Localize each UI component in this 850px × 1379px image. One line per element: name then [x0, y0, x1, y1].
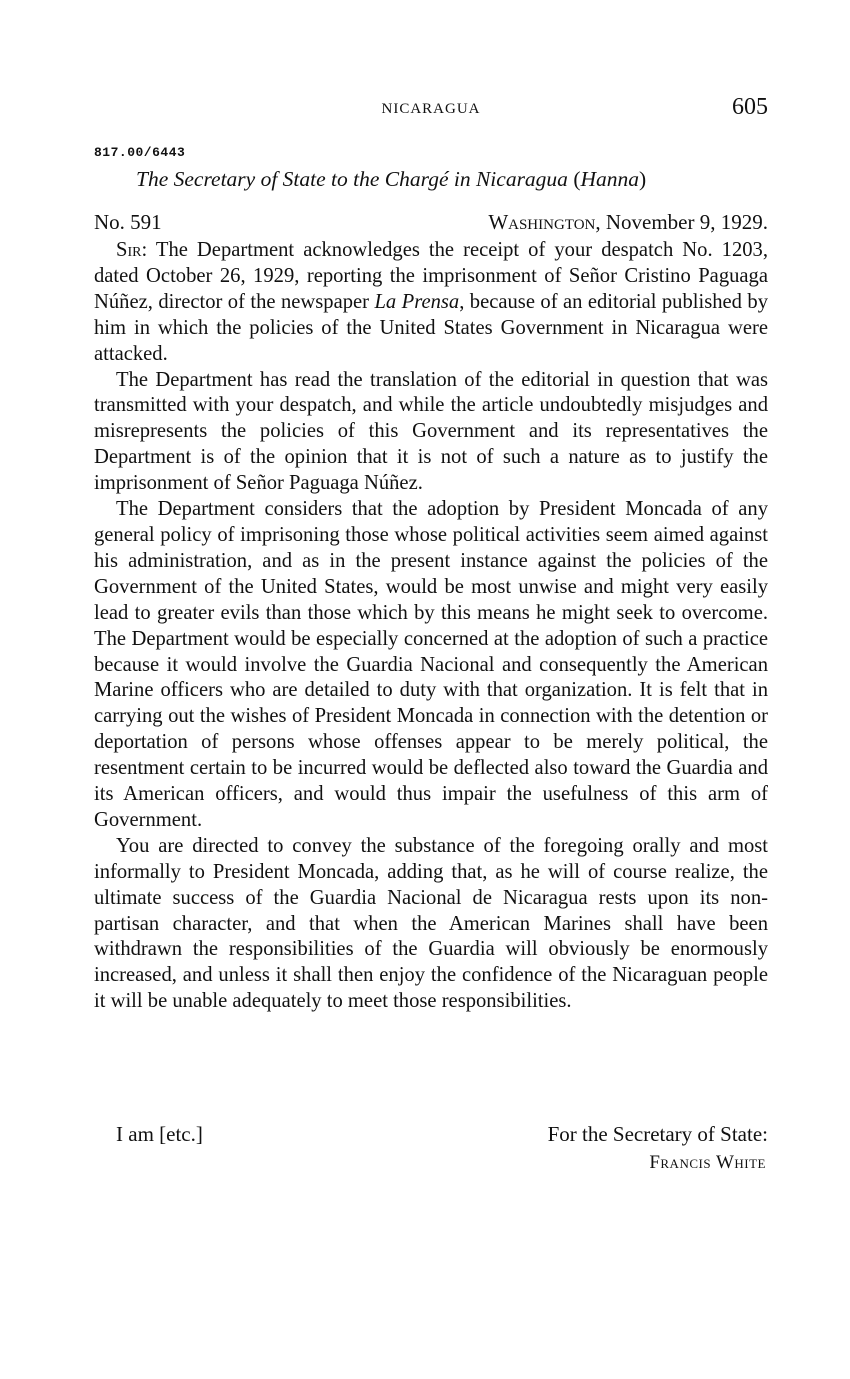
dispatch-meta	[94, 210, 768, 235]
page-number: 605	[732, 94, 768, 120]
signature: Francis White	[649, 1152, 766, 1173]
closing-row	[116, 1122, 768, 1147]
dispatch-date: November 9, 1929.	[600, 210, 768, 234]
file-number: 817.00/6443	[94, 145, 186, 160]
paragraph-1	[94, 238, 768, 368]
closing: I am [etc.]	[116, 1122, 203, 1146]
salutation: Sir:	[116, 239, 148, 261]
for-secretary-line: For the Secretary of State:	[547, 1122, 768, 1146]
heading-recipient: Hanna	[580, 167, 640, 191]
paragraph-3: The Department considers that the adoption by President Moncada of any general policy of imprisoning those whose political activities seem aimed against his administration, and as in the present instance against the policies of the Government of the United States, would be most unwise and might very easily lead to greater evils than those which by this means he might seek to overcome. The Department would be especially concerned at the adoption of such a practice because it would involve the Guardia Nacional and consequently the American Marine officers who are detailed to duty with that organization. It is felt that in carrying out the wishes of President Moncada in connection with the detention or deportation of persons whose offenses appear to be merely political, the resentment certain to be incurred would be deflected also toward the Guardia and its American officers, and would thus impair the usefulness of this arm of Government.	[94, 498, 768, 831]
paragraph-1-part-a: The Department acknowledges the receipt of your despatch No. 1203, dated October 26, 1929, reporting the imprisonment of Señor Cristino Paguaga Núñez, director of the newspaper	[94, 239, 768, 313]
dispatch-dateline	[488, 210, 768, 235]
paragraph-4: You are directed to convey the substance of the foregoing orally and most informally to President Moncada, adding that, as he will of course realize, the ultimate success of the Guardia Nacional de Nicaragua rests upon its non-partisan character, and that when the American Marines shall have been withdrawn the responsibilities of the Guardia will obviously be enormously increased, and unless it shall then enjoy the confidence of the Nicaraguan people it will be unable adequately to meet those responsibilities.	[94, 834, 768, 1013]
paragraph-1-part-b: , because of an editorial published by him in which the policies of the United States Government in Nicaragua were attacked.	[94, 290, 768, 365]
paragraph-2: The Department has read the translation of the editorial in question that was transmitted with your despatch, and while the article undoubtedly misjudges and misrepresents the policies of this Government and its representatives the Department is of the opinion that it is not of such a nature as to justify the imprisonment of Señor Paguaga Núñez.	[94, 368, 768, 495]
document-heading: The Secretary of State to the Chargé in Nicaragua (Hanna)	[136, 167, 647, 191]
letter-body	[94, 238, 768, 1015]
dispatch-place: Washington,	[488, 210, 601, 234]
heading-text: The Secretary of State to the Chargé in Nicaragua	[136, 167, 568, 191]
dispatch-number: No. 591	[94, 210, 162, 234]
newspaper-name: La Prensa	[374, 290, 460, 313]
running-title: NICARAGUA	[381, 101, 481, 117]
